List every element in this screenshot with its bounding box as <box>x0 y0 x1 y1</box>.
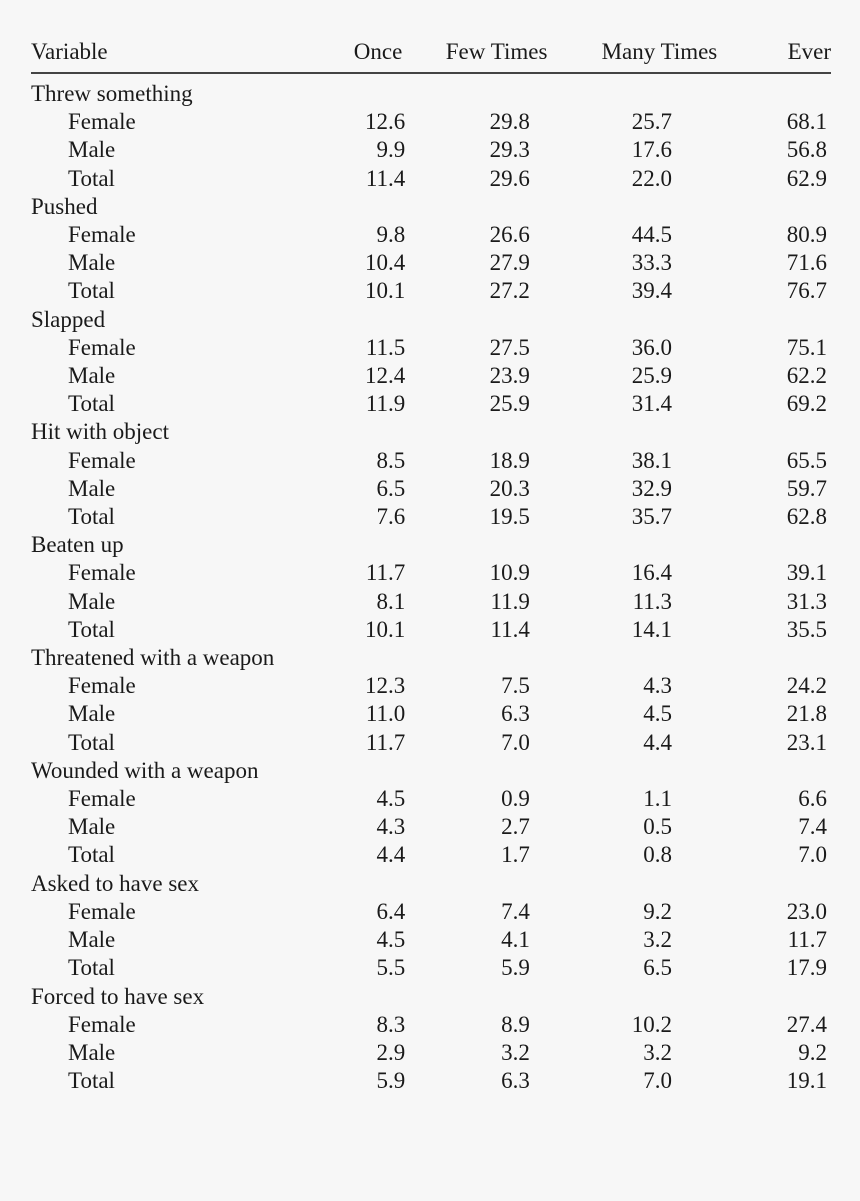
many-times-value: 4.5 <box>643 701 672 727</box>
many-times-value: 22.0 <box>631 165 672 191</box>
ever-value: 62.9 <box>786 165 827 191</box>
ever-value: 17.9 <box>786 955 827 981</box>
few-times-value: 7.4 <box>501 898 530 924</box>
row-label: Total <box>68 504 115 530</box>
table-row <box>31 390 831 418</box>
group-row <box>31 193 831 221</box>
ever-value: 62.8 <box>786 504 827 530</box>
few-times-value: 1.7 <box>501 842 530 868</box>
group-row <box>31 306 831 334</box>
ever-value: 76.7 <box>786 278 827 304</box>
ever-value: 23.0 <box>786 898 827 924</box>
table-row <box>31 165 831 193</box>
many-times-value: 17.6 <box>631 137 672 163</box>
few-times-value: 25.9 <box>489 391 530 417</box>
few-times-value: 23.9 <box>489 363 530 389</box>
ever-value: 56.8 <box>786 137 827 163</box>
few-times-value: 8.9 <box>501 1011 530 1037</box>
row-label: Female <box>68 109 136 135</box>
group-label: Beaten up <box>31 532 124 558</box>
row-label: Total <box>68 1068 115 1094</box>
group-label: Slapped <box>31 306 106 332</box>
few-times-value: 7.0 <box>501 729 530 755</box>
ever-value: 59.7 <box>786 475 827 501</box>
row-label: Male <box>68 250 116 276</box>
row-label: Female <box>68 222 136 248</box>
few-times-value: 20.3 <box>489 475 530 501</box>
group-row <box>31 870 831 898</box>
once-value: 11.0 <box>365 701 406 727</box>
many-times-value: 14.1 <box>631 616 672 642</box>
many-times-value: 36.0 <box>631 334 672 360</box>
many-times-value: 10.2 <box>631 1011 672 1037</box>
table-row <box>31 334 831 362</box>
many-times-value: 4.3 <box>643 673 672 699</box>
ever-value: 71.6 <box>786 250 827 276</box>
many-times-value: 16.4 <box>631 560 672 586</box>
row-label: Total <box>68 729 115 755</box>
once-value: 5.9 <box>376 1068 406 1094</box>
few-times-value: 10.9 <box>489 560 530 586</box>
many-times-value: 11.3 <box>632 588 672 614</box>
few-times-value: 18.9 <box>489 447 530 473</box>
few-times-value: 6.3 <box>501 1068 530 1094</box>
group-label: Pushed <box>31 193 98 219</box>
ever-value: 65.5 <box>786 447 827 473</box>
once-value: 9.8 <box>376 222 406 248</box>
few-times-value: 11.9 <box>490 588 530 614</box>
column-header-few-times: Few Times <box>414 33 579 73</box>
many-times-value: 25.7 <box>631 109 672 135</box>
column-header-many-times: Many Times <box>579 33 740 73</box>
ever-value: 7.0 <box>798 842 827 868</box>
table-row <box>31 1067 831 1095</box>
many-times-value: 38.1 <box>631 447 672 473</box>
group-row <box>31 531 831 559</box>
many-times-value: 25.9 <box>631 363 672 389</box>
many-times-value: 32.9 <box>631 475 672 501</box>
column-header-ever: Ever <box>740 33 831 73</box>
once-value: 4.5 <box>376 927 406 953</box>
row-label: Female <box>68 898 136 924</box>
many-times-value: 7.0 <box>643 1068 672 1094</box>
once-value: 4.3 <box>376 814 406 840</box>
row-label: Total <box>68 842 115 868</box>
table-row <box>31 249 831 277</box>
table-row <box>31 221 831 249</box>
few-times-value: 19.5 <box>489 504 530 530</box>
many-times-value: 44.5 <box>631 222 672 248</box>
row-label: Male <box>68 137 116 163</box>
once-value: 11.4 <box>365 165 406 191</box>
ever-value: 6.6 <box>798 786 827 812</box>
ever-value: 68.1 <box>786 109 827 135</box>
row-label: Male <box>68 814 116 840</box>
table-row <box>31 841 831 869</box>
once-value: 11.7 <box>365 729 406 755</box>
ever-value: 31.3 <box>786 588 827 614</box>
row-label: Female <box>68 560 136 586</box>
ever-value: 19.1 <box>786 1068 827 1094</box>
few-times-value: 27.2 <box>489 278 530 304</box>
once-value: 6.5 <box>376 475 406 501</box>
few-times-value: 26.6 <box>489 222 530 248</box>
few-times-value: 27.9 <box>489 250 530 276</box>
table-row <box>31 954 831 982</box>
table-row <box>31 362 831 390</box>
group-label: Threw something <box>31 81 193 106</box>
few-times-value: 29.8 <box>489 109 530 135</box>
many-times-value: 1.1 <box>643 786 672 812</box>
row-label: Total <box>68 616 115 642</box>
once-value: 10.4 <box>365 250 406 276</box>
row-label: Male <box>68 701 116 727</box>
group-label: Wounded with a weapon <box>31 757 259 783</box>
table-row <box>31 898 831 926</box>
ever-value: 24.2 <box>786 673 827 699</box>
row-label: Male <box>68 1039 116 1065</box>
group-row <box>31 80 831 108</box>
row-label: Female <box>68 673 136 699</box>
table-row <box>31 813 831 841</box>
many-times-value: 35.7 <box>631 504 672 530</box>
once-value: 7.6 <box>376 504 406 530</box>
once-value: 8.3 <box>376 1011 406 1037</box>
once-value: 8.5 <box>376 447 406 473</box>
ever-value: 21.8 <box>786 701 827 727</box>
few-times-value: 11.4 <box>490 616 530 642</box>
ever-value: 23.1 <box>786 729 827 755</box>
column-header-once: Once <box>316 33 415 73</box>
many-times-value: 0.5 <box>643 814 672 840</box>
once-value: 4.4 <box>376 842 406 868</box>
row-label: Total <box>68 165 115 191</box>
group-label: Forced to have sex <box>31 983 205 1009</box>
once-value: 12.6 <box>365 109 406 135</box>
many-times-value: 6.5 <box>643 955 672 981</box>
few-times-value: 29.6 <box>489 165 530 191</box>
few-times-value: 27.5 <box>489 334 530 360</box>
table-row <box>31 588 831 616</box>
table-row <box>31 475 831 503</box>
table-body <box>31 73 831 1095</box>
ever-value: 80.9 <box>786 222 827 248</box>
ever-value: 75.1 <box>786 334 827 360</box>
few-times-value: 0.9 <box>501 786 530 812</box>
once-value: 12.3 <box>365 673 406 699</box>
table-row <box>31 447 831 475</box>
table-row <box>31 926 831 954</box>
ever-value: 11.7 <box>787 927 827 953</box>
few-times-value: 3.2 <box>501 1039 530 1065</box>
once-value: 5.5 <box>376 955 406 981</box>
few-times-value: 2.7 <box>501 814 530 840</box>
ever-value: 35.5 <box>786 616 827 642</box>
group-row <box>31 983 831 1011</box>
ever-value: 7.4 <box>798 814 827 840</box>
few-times-value: 29.3 <box>489 137 530 163</box>
once-value: 10.1 <box>365 616 406 642</box>
row-label: Female <box>68 786 136 812</box>
row-label: Total <box>68 391 115 417</box>
many-times-value: 31.4 <box>631 391 672 417</box>
ever-value: 27.4 <box>786 1011 827 1037</box>
row-label: Total <box>68 278 115 304</box>
table-row <box>31 616 831 644</box>
ever-value: 9.2 <box>798 1039 827 1065</box>
once-value: 12.4 <box>365 363 406 389</box>
once-value: 8.1 <box>376 588 406 614</box>
once-value: 11.7 <box>365 560 406 586</box>
header-spacer <box>31 73 831 80</box>
once-value: 11.9 <box>365 391 406 417</box>
once-value: 2.9 <box>376 1039 406 1065</box>
group-row <box>31 418 831 446</box>
once-value: 9.9 <box>376 137 406 163</box>
table-row <box>31 700 831 728</box>
data-table <box>31 33 831 1095</box>
table-row <box>31 108 831 136</box>
group-label: Hit with object <box>31 419 169 445</box>
few-times-value: 6.3 <box>501 701 530 727</box>
group-label: Asked to have sex <box>31 870 199 896</box>
few-times-value: 5.9 <box>501 955 530 981</box>
row-label: Male <box>68 588 116 614</box>
row-label: Female <box>68 447 136 473</box>
row-label: Male <box>68 927 116 953</box>
many-times-value: 3.2 <box>643 1039 672 1065</box>
group-row <box>31 644 831 672</box>
table-row <box>31 503 831 531</box>
row-label: Male <box>68 475 116 501</box>
few-times-value: 4.1 <box>501 927 530 953</box>
ever-value: 69.2 <box>786 391 827 417</box>
table-row <box>31 277 831 305</box>
table-row <box>31 672 831 700</box>
many-times-value: 3.2 <box>643 927 672 953</box>
table-row <box>31 729 831 757</box>
many-times-value: 0.8 <box>643 842 672 868</box>
many-times-value: 39.4 <box>631 278 672 304</box>
table-row <box>31 1039 831 1067</box>
once-value: 10.1 <box>365 278 406 304</box>
table-row <box>31 1011 831 1039</box>
once-value: 6.4 <box>376 898 406 924</box>
ever-value: 62.2 <box>786 363 827 389</box>
column-header-variable: Variable <box>31 33 316 73</box>
once-value: 4.5 <box>376 786 406 812</box>
row-label: Total <box>68 955 115 981</box>
table-row <box>31 785 831 813</box>
row-label: Female <box>68 334 136 360</box>
row-label: Male <box>68 363 116 389</box>
table-header <box>31 33 831 73</box>
group-label: Threatened with a weapon <box>31 645 275 671</box>
few-times-value: 7.5 <box>501 673 530 699</box>
ever-value: 39.1 <box>786 560 827 586</box>
table-row <box>31 136 831 164</box>
table-row <box>31 559 831 587</box>
many-times-value: 4.4 <box>643 729 672 755</box>
many-times-value: 9.2 <box>643 898 672 924</box>
many-times-value: 33.3 <box>631 250 672 276</box>
row-label: Female <box>68 1011 136 1037</box>
once-value: 11.5 <box>365 334 406 360</box>
group-row <box>31 757 831 785</box>
header-row <box>31 33 831 73</box>
